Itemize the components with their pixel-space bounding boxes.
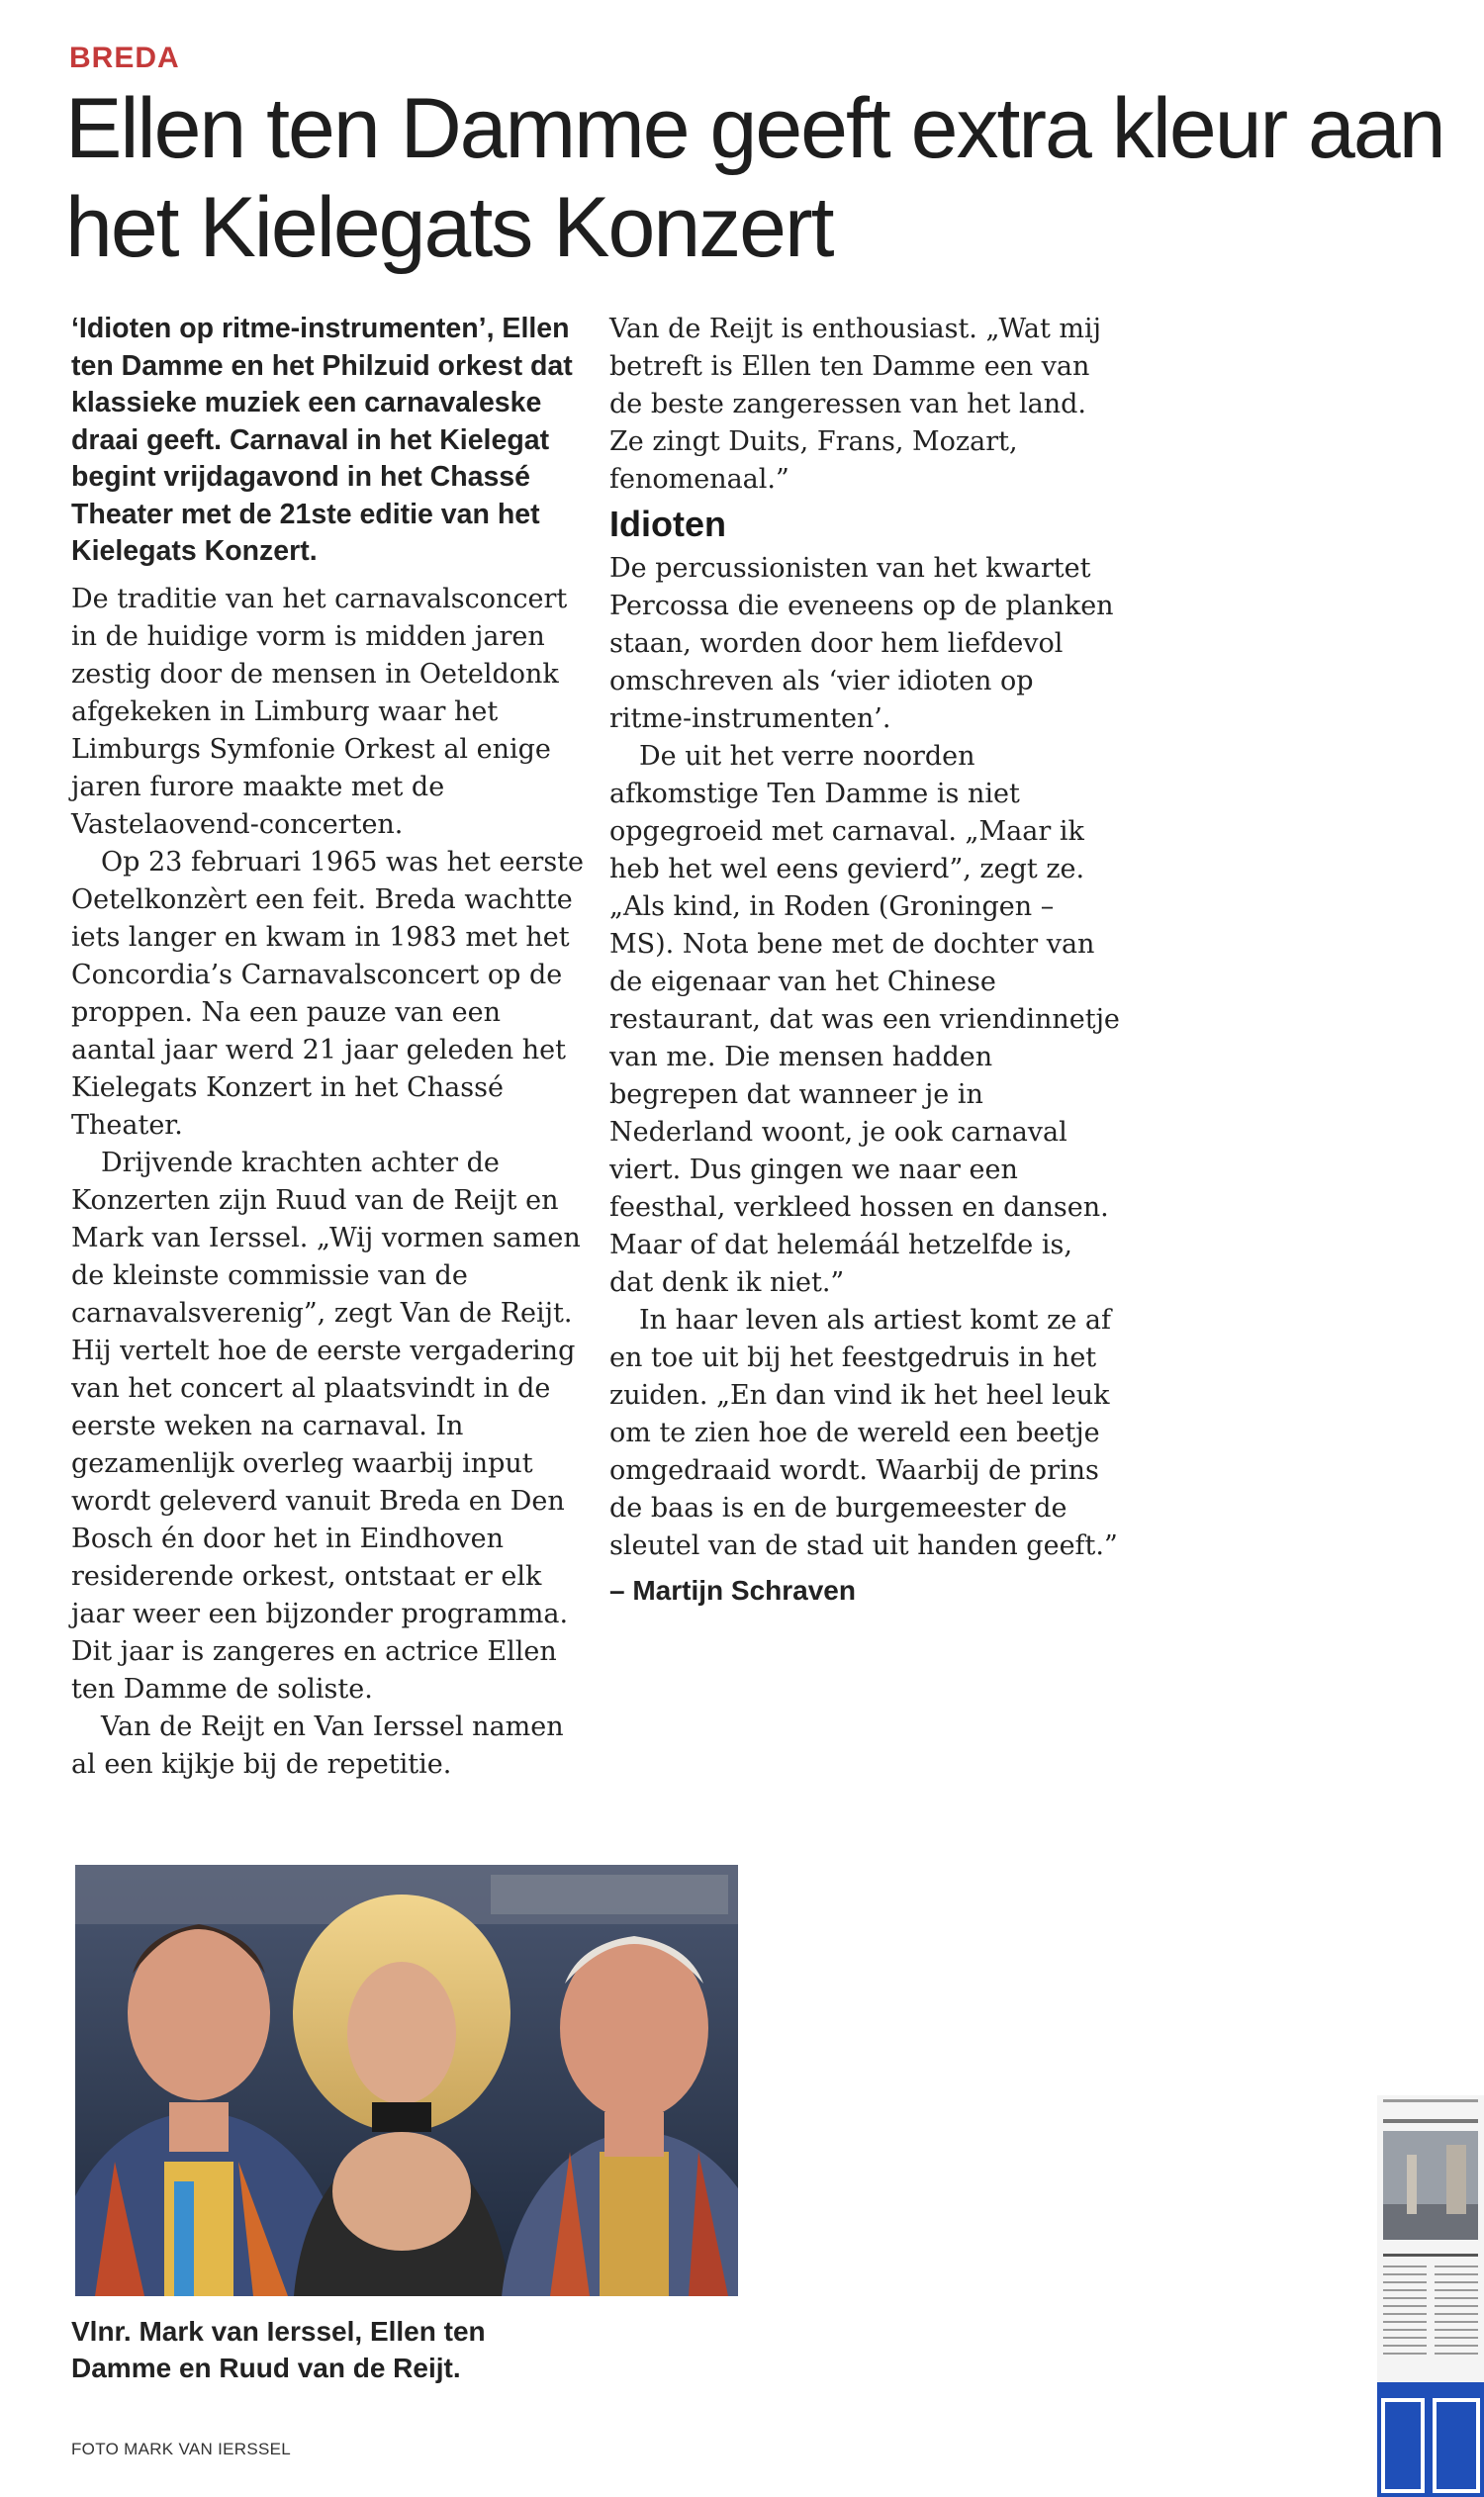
article-column-right — [609, 311, 1124, 1611]
photo-credit: FOTO MARK VAN IERSSEL — [71, 2440, 291, 2458]
headline: Ellen ten Damme geeft extra kleur aan het Kielegats Konzert — [65, 81, 1444, 275]
article-photo — [75, 1865, 738, 2296]
body-paragraph: De percussionisten van het kwartet Percossa die eveneens op de planken staan, worden door hem liefdevol omschreven als ‘vier idioten op ritme-instrumenten’. — [609, 553, 1114, 734]
section-label: BREDA — [69, 42, 180, 74]
body-paragraph: Van de Reijt en Van Ierssel namen al een kijkje bij de repetitie. — [71, 1711, 564, 1780]
body-paragraph: De uit het verre noorden afkomstige Ten Damme is niet opgegroeid met carnaval. „Maar ik heb het wel eens gevierd”, zegt ze. „Als kind, in Roden (Groningen – MS). Nota bene met de dochter van de eigenaar van het Chinese restaurant, dat was een vriendinnetje van me. Die mensen hadden begrepen dat wanneer je in Nederland woont, je ook carnaval viert. Dus gingen we naar een feesthal, verkleed hossen en dansen. Maar of dat helemáál hetzelfde is, dat denk ik niet.” — [609, 741, 1120, 1298]
subheading: Idioten — [609, 504, 726, 544]
article-column-left — [71, 311, 586, 1784]
photo-illustration — [75, 1865, 738, 2296]
page-thumbnail-illustration — [1377, 2095, 1484, 2497]
body-paragraph: De traditie van het carnavalsconcert in de huidige vorm is midden jaren zestig door de mensen in Oeteldonk afgekeken in Limburg waar het Limburgs Symfonie Orkest al enige jaren furore maakte met de Vastelaovend-concerten. — [71, 583, 568, 840]
body-paragraph: In haar leven als artiest komt ze af en toe uit bij het feestgedruis in het zuiden. „En dan vind ik het heel leuk om te zien hoe de wereld een beetje omgedraaid wordt. Waarbij de prins de baas is en de burgemeester de sleutel van de stad uit handen geeft.” — [609, 1305, 1118, 1561]
body-paragraph: Op 23 februari 1965 was het eerste Oetelkonzèrt een feit. Breda wachtte iets langer en kwam in 1983 met het Concordia’s Carnavalsconcert op de proppen. Na een pauze van een aantal jaar werd 21 jaar geleden het Kielegats Konzert in het Chassé Theater. — [71, 846, 585, 1141]
page-thumbnail[interactable] — [1377, 2095, 1484, 2497]
lead-paragraph: ‘Idioten op ritme-instrumenten’, Ellen ten Damme en het Philzuid orkest dat klassieke muziek een carnavaleske draai geeft. Carnaval in het Kielegat begint vrijdagavond in het Chassé Theater met de 21ste editie van het Kielegats Konzert. — [71, 313, 573, 567]
byline: – Martijn Schraven — [609, 1575, 856, 1606]
body-paragraph: Van de Reijt is enthousiast. „Wat mij betreft is Ellen ten Damme een van de beste zangeressen van het land. Ze zingt Duits, Frans, Mozart, fenomenaal.” — [609, 314, 1102, 495]
body-paragraph: Drijvende krachten achter de Konzerten zijn Ruud van de Reijt en Mark van Ierssel. „Wij vormen samen de kleinste commissie van de carnavalsverenig”, zegt Van de Reijt. Hij vertelt hoe de eerste vergadering van het concert al plaatsvindt in de eerste weken na carnaval. In gezamenlijk overleg waarbij input wordt geleverd vanuit Breda en Den Bosch én door het in Eindhoven residerende orkest, ontstaat er elk jaar weer een bijzonder programma. Dit jaar is zangeres en actrice Ellen ten Damme de soliste. — [71, 1147, 581, 1705]
photo-caption: Vlnr. Mark van Ierssel, Ellen ten Damme en Ruud van de Reijt. — [71, 2316, 486, 2383]
